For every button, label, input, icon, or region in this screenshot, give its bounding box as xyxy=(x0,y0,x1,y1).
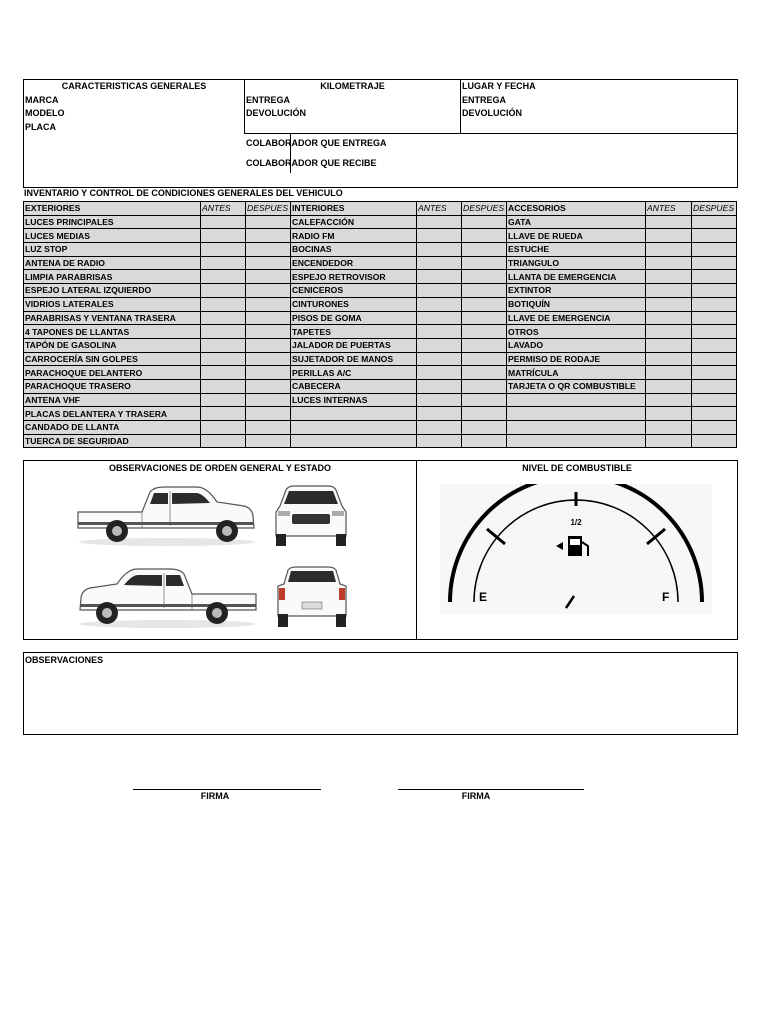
check-cell[interactable] xyxy=(417,352,462,366)
check-cell[interactable] xyxy=(246,379,291,393)
colab-recibe-label: COLABORADOR QUE RECIBE xyxy=(246,158,377,168)
lugar-devolucion-label: DEVOLUCIÓN xyxy=(462,108,523,118)
check-cell[interactable] xyxy=(462,379,507,393)
truck-side-left-image xyxy=(72,564,262,630)
check-cell[interactable] xyxy=(646,366,692,380)
check-cell[interactable] xyxy=(417,393,462,407)
header-hline xyxy=(244,133,738,134)
signature-line-right[interactable] xyxy=(398,789,584,790)
firma-left-label: FIRMA xyxy=(200,791,230,801)
interior-item: CABECERA xyxy=(291,379,417,393)
check-cell[interactable] xyxy=(201,325,246,339)
exterior-item: VIDRIOS LATERALES xyxy=(24,297,201,311)
col-exteriores: EXTERIORES xyxy=(24,202,201,216)
exterior-item: ANTENA VHF xyxy=(24,393,201,407)
check-cell[interactable] xyxy=(246,338,291,352)
check-cell[interactable] xyxy=(246,407,291,421)
table-row xyxy=(24,421,737,435)
interior-item: CINTURONES xyxy=(291,297,417,311)
check-cell[interactable] xyxy=(646,270,692,284)
check-cell[interactable] xyxy=(246,243,291,257)
table-row xyxy=(24,434,737,448)
col-antes-acc: ANTES xyxy=(646,202,692,216)
check-cell[interactable] xyxy=(462,338,507,352)
check-cell[interactable] xyxy=(692,229,737,243)
col-antes-ext: ANTES xyxy=(201,202,246,216)
check-cell[interactable] xyxy=(462,407,507,421)
check-cell[interactable] xyxy=(201,311,246,325)
exterior-item: CARROCERÍA SIN GOLPES xyxy=(24,352,201,366)
interior-item: RADIO FM xyxy=(291,229,417,243)
accessory-item: EXTINTOR xyxy=(507,284,646,298)
interior-item xyxy=(291,421,417,435)
table-row xyxy=(24,243,737,257)
col-despues-int: DESPUES xyxy=(462,202,507,216)
interior-item: SUJETADOR DE MANOS xyxy=(291,352,417,366)
accessory-item xyxy=(507,421,646,435)
check-cell[interactable] xyxy=(462,297,507,311)
exterior-item: LIMPIA PARABRISAS xyxy=(24,270,201,284)
table-row xyxy=(24,393,737,407)
table-row xyxy=(24,325,737,339)
check-cell[interactable] xyxy=(246,352,291,366)
check-cell[interactable] xyxy=(692,311,737,325)
exterior-item: ANTENA DE RADIO xyxy=(24,256,201,270)
check-cell[interactable] xyxy=(201,434,246,448)
check-cell[interactable] xyxy=(417,407,462,421)
check-cell[interactable] xyxy=(646,407,692,421)
check-cell[interactable] xyxy=(692,284,737,298)
accessory-item: TRIANGULO xyxy=(507,256,646,270)
lugar-entrega-label: ENTREGA xyxy=(462,95,507,105)
km-entrega-label: ENTREGA xyxy=(246,95,291,105)
check-cell[interactable] xyxy=(246,297,291,311)
col-interiores: INTERIORES xyxy=(291,202,417,216)
check-cell[interactable] xyxy=(246,325,291,339)
check-cell[interactable] xyxy=(417,338,462,352)
check-cell[interactable] xyxy=(692,243,737,257)
interior-item: TAPETES xyxy=(291,325,417,339)
check-cell[interactable] xyxy=(462,434,507,448)
accessory-item: PERMISO DE RODAJE xyxy=(507,352,646,366)
check-cell[interactable] xyxy=(417,421,462,435)
exterior-item: 4 TAPONES DE LLANTAS xyxy=(24,325,201,339)
check-cell[interactable] xyxy=(417,366,462,380)
check-cell[interactable] xyxy=(692,366,737,380)
interior-item xyxy=(291,434,417,448)
firma-right-label: FIRMA xyxy=(461,791,491,801)
check-cell[interactable] xyxy=(692,256,737,270)
check-cell[interactable] xyxy=(201,352,246,366)
exterior-item: TUERCA DE SEGURIDAD xyxy=(24,434,201,448)
interior-item: BOCINAS xyxy=(291,243,417,257)
accessory-item: GATA xyxy=(507,215,646,229)
accessory-item xyxy=(507,393,646,407)
check-cell[interactable] xyxy=(692,325,737,339)
check-cell[interactable] xyxy=(462,229,507,243)
check-cell[interactable] xyxy=(646,393,692,407)
table-row xyxy=(24,366,737,380)
check-cell[interactable] xyxy=(462,256,507,270)
km-title: KILOMETRAJE xyxy=(320,81,385,91)
check-cell[interactable] xyxy=(201,270,246,284)
table-row xyxy=(24,270,737,284)
interior-item: PERILLAS A/C xyxy=(291,366,417,380)
col-despues-acc: DESPUES xyxy=(692,202,737,216)
interior-item: CALEFACCIÓN xyxy=(291,215,417,229)
inventory-title: INVENTARIO Y CONTROL DE CONDICIONES GENERALES DEL VEHICULO xyxy=(24,188,343,198)
truck-front-image xyxy=(272,484,350,548)
check-cell[interactable] xyxy=(692,297,737,311)
check-cell[interactable] xyxy=(417,229,462,243)
check-cell[interactable] xyxy=(246,393,291,407)
table-row xyxy=(24,215,737,229)
accessory-item: LLAVE DE RUEDA xyxy=(507,229,646,243)
check-cell[interactable] xyxy=(417,270,462,284)
check-cell[interactable] xyxy=(692,434,737,448)
accessory-item: TARJETA O QR COMBUSTIBLE xyxy=(507,379,646,393)
accessory-item: LLAVE DE EMERGENCIA xyxy=(507,311,646,325)
accessory-item: ESTUCHE xyxy=(507,243,646,257)
check-cell[interactable] xyxy=(201,421,246,435)
interior-item xyxy=(291,407,417,421)
check-cell[interactable] xyxy=(462,270,507,284)
interior-item: LUCES INTERNAS xyxy=(291,393,417,407)
col-antes-int: ANTES xyxy=(417,202,462,216)
check-cell[interactable] xyxy=(462,311,507,325)
check-cell[interactable] xyxy=(201,256,246,270)
check-cell[interactable] xyxy=(246,366,291,380)
check-cell[interactable] xyxy=(646,243,692,257)
exterior-item: LUCES PRINCIPALES xyxy=(24,215,201,229)
table-row xyxy=(24,284,737,298)
check-cell[interactable] xyxy=(246,421,291,435)
check-cell[interactable] xyxy=(646,297,692,311)
check-cell[interactable] xyxy=(692,379,737,393)
fuel-empty-label: E xyxy=(479,590,488,604)
fuel-half-label: 1/2 xyxy=(570,518,582,527)
interior-item: ENCENDEDOR xyxy=(291,256,417,270)
table-row xyxy=(24,311,737,325)
accessory-item: LLANTA DE EMERGENCIA xyxy=(507,270,646,284)
exterior-item: LUCES MEDIAS xyxy=(24,229,201,243)
check-cell[interactable] xyxy=(462,393,507,407)
check-cell[interactable] xyxy=(646,338,692,352)
observaciones-box[interactable] xyxy=(23,652,738,735)
accessory-item: MATRÍCULA xyxy=(507,366,646,380)
check-cell[interactable] xyxy=(201,338,246,352)
marca-label: MARCA xyxy=(25,95,59,105)
fuel-title: NIVEL DE COMBUSTIBLE xyxy=(522,463,632,473)
modelo-label: MODELO xyxy=(25,108,65,118)
inventory-table xyxy=(23,201,737,448)
check-cell[interactable] xyxy=(246,284,291,298)
interior-item: PISOS DE GOMA xyxy=(291,311,417,325)
table-row xyxy=(24,256,737,270)
check-cell[interactable] xyxy=(201,284,246,298)
signature-line-left[interactable] xyxy=(133,789,321,790)
check-cell[interactable] xyxy=(417,297,462,311)
check-cell[interactable] xyxy=(417,434,462,448)
km-devolucion-label: DEVOLUCIÓN xyxy=(246,108,307,118)
fuel-full-label: F xyxy=(662,590,670,604)
check-cell[interactable] xyxy=(201,379,246,393)
check-cell[interactable] xyxy=(246,256,291,270)
check-cell[interactable] xyxy=(246,311,291,325)
check-cell[interactable] xyxy=(201,297,246,311)
check-cell[interactable] xyxy=(417,284,462,298)
check-cell[interactable] xyxy=(417,215,462,229)
check-cell[interactable] xyxy=(462,325,507,339)
accessory-item: OTROS xyxy=(507,325,646,339)
table-row xyxy=(24,407,737,421)
check-cell[interactable] xyxy=(692,215,737,229)
inventory-header-row xyxy=(24,202,737,216)
check-cell[interactable] xyxy=(462,366,507,380)
table-row xyxy=(24,379,737,393)
check-cell[interactable] xyxy=(646,379,692,393)
check-cell[interactable] xyxy=(246,270,291,284)
check-cell[interactable] xyxy=(462,215,507,229)
check-cell[interactable] xyxy=(646,284,692,298)
check-cell[interactable] xyxy=(646,229,692,243)
interior-item: CENICEROS xyxy=(291,284,417,298)
check-cell[interactable] xyxy=(462,352,507,366)
exterior-item: PARACHOQUE TRASERO xyxy=(24,379,201,393)
exterior-item: PLACAS DELANTERA Y TRASERA xyxy=(24,407,201,421)
check-cell[interactable] xyxy=(646,311,692,325)
check-cell[interactable] xyxy=(201,366,246,380)
check-cell[interactable] xyxy=(646,352,692,366)
check-cell[interactable] xyxy=(692,421,737,435)
observaciones-label: OBSERVACIONES xyxy=(25,655,104,665)
check-cell[interactable] xyxy=(246,229,291,243)
check-cell[interactable] xyxy=(201,407,246,421)
check-cell[interactable] xyxy=(646,434,692,448)
check-cell[interactable] xyxy=(201,229,246,243)
exterior-item: CANDADO DE LLANTA xyxy=(24,421,201,435)
check-cell[interactable] xyxy=(462,284,507,298)
col-despues-ext: DESPUES xyxy=(246,202,291,216)
placa-label: PLACA xyxy=(25,122,56,132)
truck-side-right-image xyxy=(72,482,262,548)
check-cell[interactable] xyxy=(692,407,737,421)
exterior-item: TAPÓN DE GASOLINA xyxy=(24,338,201,352)
check-cell[interactable] xyxy=(417,325,462,339)
exterior-item: PARABRISAS Y VENTANA TRASERA xyxy=(24,311,201,325)
check-cell[interactable] xyxy=(646,421,692,435)
exterior-item: ESPEJO LATERAL IZQUIERDO xyxy=(24,284,201,298)
check-cell[interactable] xyxy=(462,243,507,257)
table-row xyxy=(24,297,737,311)
table-row xyxy=(24,352,737,366)
truck-rear-image xyxy=(274,566,350,630)
check-cell[interactable] xyxy=(417,256,462,270)
check-cell[interactable] xyxy=(646,256,692,270)
col-accesorios: ACCESORIOS xyxy=(507,202,646,216)
check-cell[interactable] xyxy=(692,352,737,366)
check-cell[interactable] xyxy=(417,243,462,257)
table-row xyxy=(24,229,737,243)
colab-entrega-label: COLABORADOR QUE ENTREGA xyxy=(246,138,387,148)
check-cell[interactable] xyxy=(246,434,291,448)
check-cell[interactable] xyxy=(462,421,507,435)
check-cell[interactable] xyxy=(201,393,246,407)
exterior-item: LUZ STOP xyxy=(24,243,201,257)
check-cell[interactable] xyxy=(692,338,737,352)
check-cell[interactable] xyxy=(201,215,246,229)
check-cell[interactable] xyxy=(201,243,246,257)
accessory-item: LAVADO xyxy=(507,338,646,352)
accessory-item xyxy=(507,434,646,448)
fuel-gauge xyxy=(436,484,716,616)
check-cell[interactable] xyxy=(417,379,462,393)
check-cell[interactable] xyxy=(417,311,462,325)
accessory-item xyxy=(507,407,646,421)
interior-item: JALADOR DE PUERTAS xyxy=(291,338,417,352)
lugar-title: LUGAR Y FECHA xyxy=(462,81,536,91)
check-cell[interactable] xyxy=(646,325,692,339)
check-cell[interactable] xyxy=(692,270,737,284)
observaciones-orden-title: OBSERVACIONES DE ORDEN GENERAL Y ESTADO xyxy=(108,463,332,473)
header-divider-2 xyxy=(460,79,461,134)
exterior-item: PARACHOQUE DELANTERO xyxy=(24,366,201,380)
check-cell[interactable] xyxy=(246,215,291,229)
accessory-item: BOTIQUÍN xyxy=(507,297,646,311)
interior-item: ESPEJO RETROVISOR xyxy=(291,270,417,284)
check-cell[interactable] xyxy=(646,215,692,229)
check-cell[interactable] xyxy=(692,393,737,407)
general-title: CARACTERISTICAS GENERALES xyxy=(61,81,207,91)
table-row xyxy=(24,338,737,352)
